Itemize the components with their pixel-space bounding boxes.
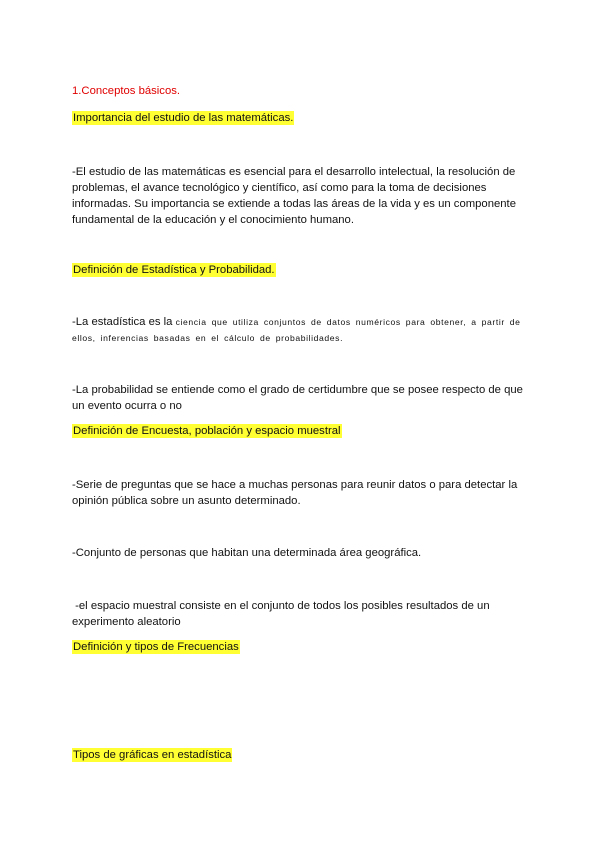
heading-importancia: [72, 110, 527, 126]
paragraph-probabilidad: [72, 382, 527, 414]
paragraph-text: [72, 314, 532, 346]
paragraph-lead: -La estadística es la: [72, 316, 173, 328]
heading-frecuencias: [72, 639, 527, 655]
heading-graficas: [72, 747, 527, 763]
paragraph-encuesta: [72, 477, 527, 509]
paragraph-small-text: ciencia que utiliza conjuntos de datos numéricos para obtener, a partir de ellos, inferencias basadas en el cálculo de probabilidades.: [72, 317, 521, 343]
paragraph-poblacion: [72, 545, 527, 561]
highlighted-heading: Definición de Estadística y Probabilidad.: [73, 264, 275, 276]
paragraph-importancia: [72, 164, 527, 228]
highlighted-heading: Definición y tipos de Frecuencias: [73, 641, 239, 653]
paragraph-text: -La probabilidad se entiende como el grado de certidumbre que se posee respecto de que un evento ocurra o no: [72, 384, 523, 412]
paragraph-text: -Serie de preguntas que se hace a muchas personas para reunir datos o para detectar la opinión pública sobre un asunto determinado.: [72, 479, 518, 507]
highlighted-heading: Definición de Encuesta, población y espacio muestral: [73, 425, 341, 437]
section-title-text: 1.Conceptos básicos.: [72, 85, 181, 97]
paragraph-text: -el espacio muestral consiste en el conjunto de todos los posibles resultados de un experimento aleatorio: [72, 600, 493, 628]
section-title: [72, 83, 527, 99]
paragraph-text: -El estudio de las matemáticas es esencial para el desarrollo intelectual, la resolución de problemas, el avance tecnológico y científico, así como para la toma de decisiones informadas. Su importancia se extiende a todas las áreas de la vida y es un componente fundamental de la educación y el conocimiento humano.: [72, 166, 516, 226]
heading-estadistica: [72, 262, 527, 278]
paragraph-estadistica: [72, 314, 532, 346]
heading-encuesta: [72, 423, 527, 439]
paragraph-text: -Conjunto de personas que habitan una determinada área geográfica.: [72, 547, 422, 559]
paragraph-espacio-muestral: [72, 598, 527, 630]
highlighted-heading: Tipos de gráficas en estadística: [73, 749, 232, 761]
highlighted-heading: Importancia del estudio de las matemáticas.: [73, 112, 294, 124]
